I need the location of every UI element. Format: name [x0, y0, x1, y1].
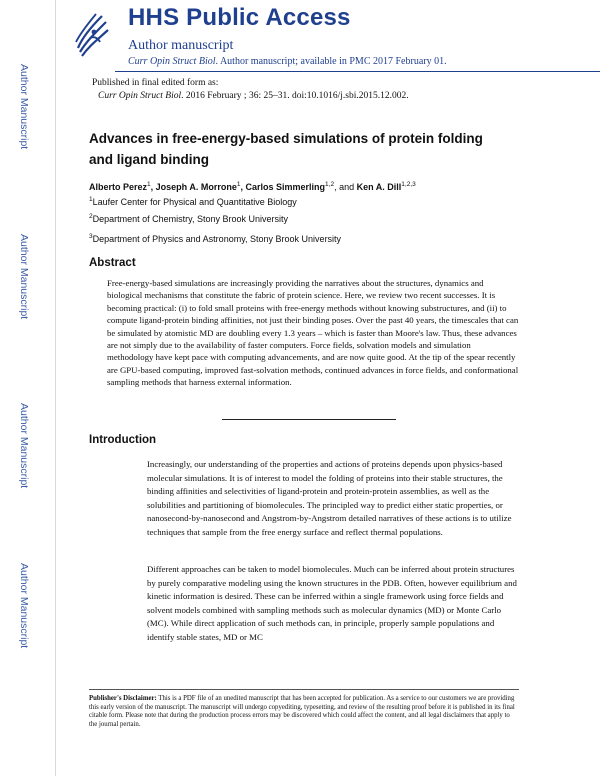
intro-paragraph-1: Increasingly, our understanding of the properties and actions of proteins depends upon physics-based molecular simulations. It is of interest to model the folding of proteins into their stable structures, the binding affinities and selectivities of ligand-protein and protein-protein assemblies, as well as the solubilities and partitioning of biomolecules. The principled way to predict either static properties, or nanosecond-by-nanosecond and Angstrom-by-Angstrom detailed narratives of these actions is to utilize techniques that sample from the free energy surface and reflect thermal populations. [147, 459, 512, 537]
publication-citation [92, 90, 409, 103]
author-name: Alberto Perez [89, 182, 148, 192]
affiliation-1 [89, 196, 297, 207]
author-manuscript-subtitle: Author manuscript [128, 38, 234, 53]
introduction-heading: Introduction [89, 434, 157, 446]
author-sup: 1,2,3 [401, 181, 416, 188]
affiliation-3 [89, 233, 341, 244]
affiliation-text: Department of Chemistry, Stony Brook University [92, 214, 289, 224]
abstract-text: Free-energy-based simulations are increasingly providing the narratives about the structures, dynamics and biological mechanisms that constitute the fabric of protein science. Here, we review two recent successes. It is becoming practical: (i) to fold small proteins with free-energy methods without knowing substructures, and (ii) to compute ligand-protein binding affinities, not just their binding poses. Over the past 40 years, the timescales that can be simulated by atomistic MD are doubling every 1.3 years – which is faster than Moore's law. Thus, these advances are not simply due to the availability of faster computers. Force fields, solvation models and simulation methodology have kept pace with computing advancements, and are now quite good. At the tip of the spear recently are GPU-based computing, improved fast-solvation methods, continued advances in force fields, and conformational sampling methods that harness external information. [107, 278, 519, 388]
margin-label-4: Author Manuscript [18, 563, 30, 649]
author-sup: 1 [147, 181, 151, 188]
author-name: Ken A. Dill [356, 182, 402, 192]
publication-journal: Curr Opin Struct Biol [98, 91, 182, 101]
hhs-public-access-title: HHS Public Access [128, 4, 351, 31]
footnote-rule [89, 689, 519, 690]
margin-divider [55, 0, 56, 776]
article-title: Advances in free-energy-based simulations of protein folding and ligand binding [89, 131, 483, 167]
header-citation-journal: Curr Opin Struct Biol [128, 56, 216, 67]
disclaimer-text: This is a PDF file of an unedited manuscript that has been accepted for publication. As a service to our customers we are providing this early version of the manuscript. The manuscript will undergo copyediting, typesetting, and review of the resulting proof before it is published in its final citable form. Please note that during the production process errors may be discovered which could affect the content, and all legal disclaimers that apply to the journal pertain. [89, 695, 515, 728]
affiliation-text: Laufer Center for Physical and Quantitative Biology [92, 197, 297, 207]
disclaimer-label: Publisher's Disclaimer: [89, 695, 157, 702]
author-name: Joseph A. Morrone [155, 182, 237, 192]
margin-label-2: Author Manuscript [18, 234, 30, 320]
publication-info [92, 77, 409, 103]
margin-label-3: Author Manuscript [18, 403, 30, 489]
header-rule [115, 71, 600, 72]
header-citation [128, 56, 447, 67]
author-list: Alberto Perez$^1$, Joseph A. Morrone$^1$, Carlos Simmerling$^{1,2}$, and Ken A. Dill$^{1,2,3}$ [89, 181, 416, 192]
affiliation-2 [89, 213, 288, 224]
published-label: Published in final edited form as: [92, 78, 219, 88]
publication-details: . 2016 February ; 36: 25–31. doi:10.1016/j.sbi.2015.12.002. [181, 91, 409, 101]
publisher-disclaimer [89, 695, 519, 729]
affiliation-sup: 3 [89, 233, 93, 240]
margin-label-1: Author Manuscript [18, 64, 30, 150]
author-sup: 1,2 [325, 181, 335, 188]
author-sup: 1 [236, 181, 241, 188]
author-and: , and [334, 182, 357, 192]
affiliation-sup: 1 [89, 196, 93, 203]
abstract-separator [222, 419, 396, 420]
author-name: Carlos Simmerling [245, 182, 326, 192]
header-citation-rest: . Author manuscript; available in PMC 2017 February 01. [215, 56, 447, 67]
affiliation-text: Department of Physics and Astronomy, Stony Brook University [92, 234, 342, 244]
affiliation-sup: 2 [89, 213, 93, 220]
hhs-eagle-logo-icon [72, 8, 110, 58]
abstract-heading: Abstract [89, 257, 136, 269]
intro-paragraph-2: Different approaches can be taken to model biomolecules. Much can be inferred about protein structures by purely comparative modeling using the known structures in the PDB. Often, however equilibrium and kinetic information is desired. These can be inferred within a single framework using force fields and solvent models combined with sampling methods such as molecular dynamics (MD) or Monte Carlo (MC). While direct application of such methods can, in principle, properly sample populations and identify stable states, MD or MC [147, 564, 517, 642]
